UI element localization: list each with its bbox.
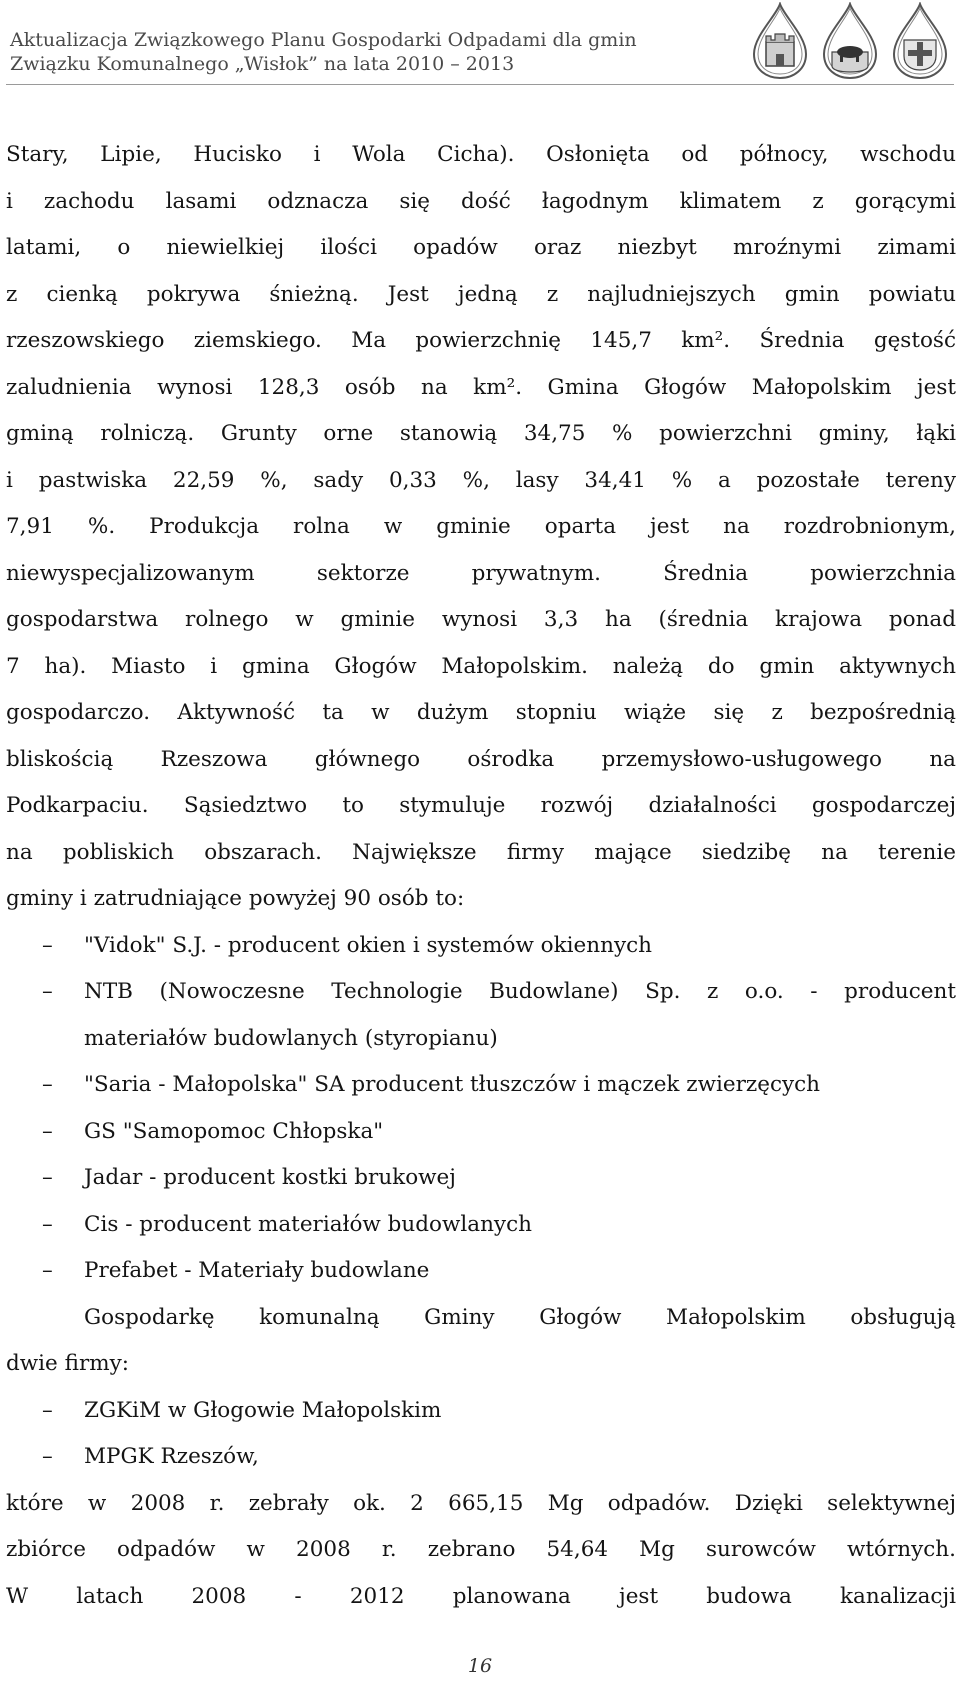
page-header xyxy=(0,0,960,95)
firm-name: MPGK Rzeszów, xyxy=(84,1444,259,1469)
paragraph-1-line: i pastwiska 22,59 %, sady 0,33 %, lasy 34,41 % a pozostałe tereny xyxy=(6,467,956,493)
crest-boar-icon xyxy=(816,2,884,80)
header-title xyxy=(10,28,637,76)
company-name: Jadar - producent kostki brukowej xyxy=(84,1165,456,1190)
municipal-crests xyxy=(746,2,956,80)
paragraph-1-line: 7 ha). Miasto i gmina Głogów Małopolskim. należą do gmin aktywnych xyxy=(6,653,956,679)
header-divider xyxy=(6,84,954,85)
page-number: 16 xyxy=(467,1655,493,1677)
paragraph-3-line: W latach 2008 - 2012 planowana jest budowa kanalizacji xyxy=(6,1583,956,1609)
crest-cross-icon xyxy=(886,2,954,80)
company-name: "Vidok" S.J. - producent okien i systemów okiennych xyxy=(84,932,652,958)
paragraph-3-line: które w 2008 r. zebrały ok. 2 665,15 Mg odpadów. Dzięki selektywnej xyxy=(6,1490,956,1516)
bullet-dash: – xyxy=(42,1211,53,1237)
company-list-item xyxy=(6,1062,956,1109)
firm-list-item xyxy=(6,1388,956,1435)
company-name: Cis - producent materiałów budowlanych xyxy=(84,1211,532,1237)
paragraph-1-line: gminą rolniczą. Grunty orne stanowią 34,75 % powierzchni gminy, łąki xyxy=(6,421,956,446)
paragraph-2-line: Gospodarkę komunalną Gminy Głogów Małopolskim obsługują xyxy=(84,1304,956,1330)
bullet-dash: – xyxy=(42,1258,53,1283)
company-list-item xyxy=(6,969,956,1016)
firm-list-item xyxy=(6,1434,956,1481)
paragraph-1-line: zaludnienia wynosi 128,3 osób na km². Gmina Głogów Małopolskim jest xyxy=(6,374,956,400)
paragraph-1-line: rzeszowskiego ziemskiego. Ma powierzchnię 145,7 km². Średnia gęstość xyxy=(6,328,956,353)
paragraph-1-line: z cienką pokrywa śnieżną. Jest jedną z najludniejszych gmin powiatu xyxy=(6,281,956,307)
company-name: GS "Samopomoc Chłopska" xyxy=(84,1118,384,1144)
paragraph-1-line: Podkarpaciu. Sąsiedztwo to stymuluje rozwój działalności gospodarczej xyxy=(6,793,956,818)
company-list-item xyxy=(6,1202,956,1249)
firm-name: ZGKiM w Głogowie Małopolskim xyxy=(84,1397,442,1423)
paragraph-1-line: gospodarstwa rolnego w gminie wynosi 3,3 ha (średnia krajowa ponad xyxy=(6,607,956,632)
paragraph-1-line: niewyspecjalizowanym sektorze prywatnym. Średnia powierzchnia xyxy=(6,560,956,586)
bullet-dash: – xyxy=(42,1444,53,1469)
paragraph-1-line: Stary, Lipie, Hucisko i Wola Cicha). Osłonięta od północy, wschodu xyxy=(6,142,956,167)
company-list-item xyxy=(6,1155,956,1202)
paragraph-1-line: i zachodu lasami odznacza się dość łagodnym klimatem z gorącymi xyxy=(6,188,956,214)
header-title-line-2: Związku Komunalnego „Wisłok” na lata 2010 – 2013 xyxy=(10,53,515,75)
bullet-dash: – xyxy=(42,979,53,1004)
company-name: "Saria - Małopolska" SA producent tłuszczów i mączek zwierzęcych xyxy=(84,1072,821,1097)
crest-castle-icon xyxy=(746,2,814,80)
paragraph-1-line: latami, o niewielkiej ilości opadów oraz niezbyt mroźnymi zimami xyxy=(6,235,956,260)
document-body xyxy=(6,132,956,1620)
paragraph-1-line: bliskością Rzeszowa głównego ośrodka przemysłowo-usługowego na xyxy=(6,746,956,772)
paragraph-2-line: dwie firmy: xyxy=(6,1351,129,1376)
bullet-dash: – xyxy=(42,1165,53,1190)
bullet-dash: – xyxy=(42,1072,53,1097)
company-name: Prefabet - Materiały budowlane xyxy=(84,1258,430,1283)
company-name: NTB (Nowoczesne Technologie Budowlane) Sp. z o.o. - producent xyxy=(84,979,956,1004)
bullet-dash: – xyxy=(42,1118,53,1144)
company-name-continued: materiałów budowlanych (styropianu) xyxy=(84,1025,498,1051)
paragraph-1-line: 7,91 %. Produkcja rolna w gminie oparta jest na rozdrobnionym, xyxy=(6,514,956,539)
company-list-item xyxy=(6,1109,956,1156)
company-list-item xyxy=(6,923,956,970)
bullet-dash: – xyxy=(42,1397,53,1423)
paragraph-1-line: gospodarczo. Aktywność ta w dużym stopniu wiąże się z bezpośrednią xyxy=(6,700,956,725)
header-title-line-1: Aktualizacja Związkowego Planu Gospodarki Odpadami dla gmin xyxy=(10,29,637,51)
bullet-dash: – xyxy=(42,932,53,958)
company-list-item xyxy=(6,1248,956,1295)
paragraph-1-last-line: gminy i zatrudniające powyżej 90 osób to: xyxy=(6,886,465,911)
paragraph-3-line: zbiórce odpadów w 2008 r. zebrano 54,64 Mg surowców wtórnych. xyxy=(6,1537,956,1562)
paragraph-1-line: na pobliskich obszarach. Największe firmy mające siedzibę na terenie xyxy=(6,839,956,865)
